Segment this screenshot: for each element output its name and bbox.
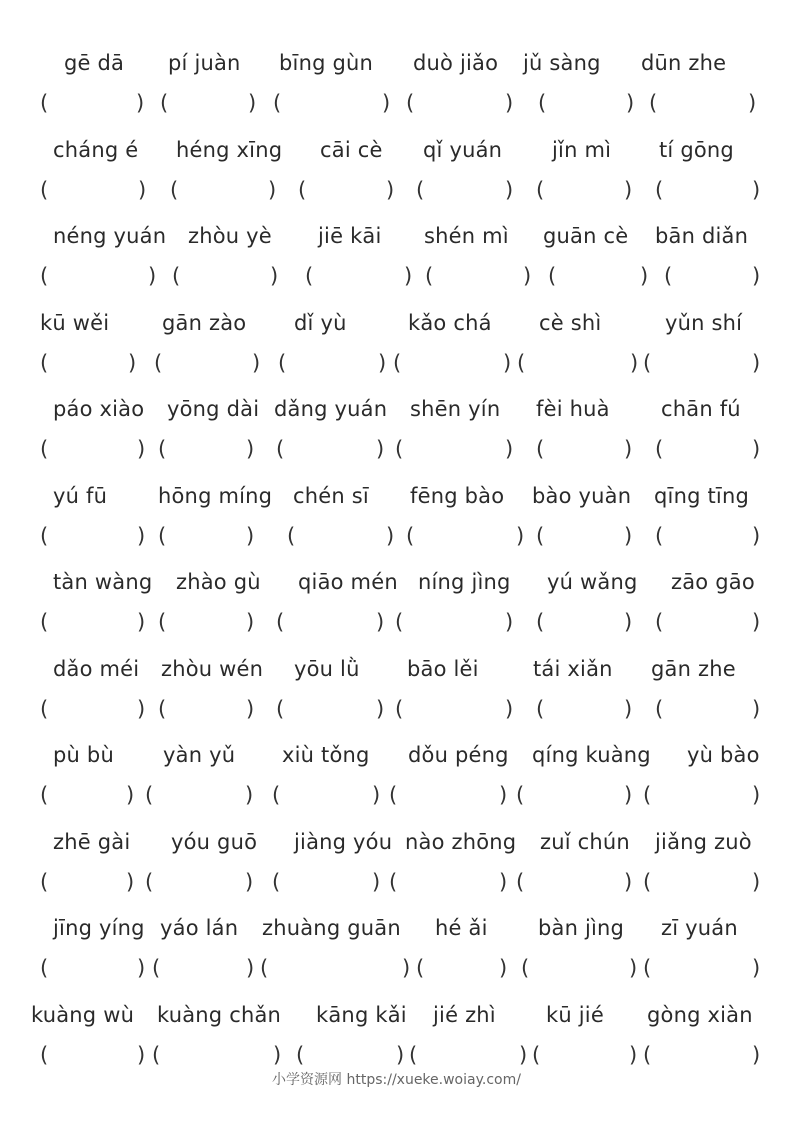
pinyin-word: zī yuán [661, 916, 738, 940]
answer-line [0, 602, 793, 642]
pinyin-word: guān cè [543, 224, 629, 248]
pinyin-word: zāo gāo [671, 570, 755, 594]
answer-paren-close: ) [752, 696, 761, 721]
answer-paren-close: ) [372, 783, 381, 807]
answer-paren-open: ( [158, 696, 167, 721]
pinyin-line [0, 735, 793, 775]
answer-line [0, 862, 793, 902]
pinyin-word: bāo lěi [407, 656, 479, 681]
answer-line [0, 775, 793, 815]
answer-paren-open: ( [40, 264, 49, 288]
pinyin-word: zhē gài [53, 829, 131, 854]
answer-paren-close: ) [624, 177, 633, 202]
answer-paren-close: ) [624, 437, 633, 461]
pinyin-word: zhào gù [176, 570, 261, 594]
pinyin-word: qíng kuàng [532, 743, 651, 767]
answer-paren-open: ( [517, 350, 526, 375]
pinyin-word: tàn wàng [53, 570, 153, 594]
answer-line [0, 948, 793, 988]
pinyin-word: zhòu wén [161, 656, 264, 681]
answer-paren-close: ) [505, 437, 514, 461]
answer-paren-close: ) [505, 610, 514, 634]
answer-paren-close: ) [386, 177, 395, 202]
answer-paren-close: ) [624, 610, 633, 634]
answer-paren-open: ( [276, 696, 285, 721]
answer-paren-close: ) [382, 91, 391, 115]
answer-paren-close: ) [499, 956, 508, 980]
pinyin-word: dūn zhe [641, 51, 727, 75]
answer-paren-close: ) [148, 264, 157, 288]
answer-paren-open: ( [655, 177, 664, 202]
answer-paren-open: ( [276, 437, 285, 461]
answer-paren-close: ) [752, 523, 761, 548]
answer-paren-close: ) [499, 869, 508, 894]
pinyin-word: dǒu péng [408, 743, 509, 767]
pinyin-word: jǔ sàng [523, 51, 601, 75]
answer-paren-open: ( [276, 610, 285, 634]
exercise-row [0, 303, 793, 389]
answer-paren-close: ) [752, 350, 761, 375]
answer-line [0, 429, 793, 469]
pinyin-word: jīng yíng [53, 916, 145, 940]
pinyin-word: zhòu yè [188, 224, 272, 248]
pinyin-line [0, 649, 793, 689]
answer-paren-close: ) [624, 523, 633, 548]
pinyin-word: chān fú [661, 397, 741, 421]
exercise-row [0, 216, 793, 302]
answer-paren-close: ) [372, 869, 381, 894]
pinyin-word: zuǐ chún [540, 829, 630, 854]
answer-paren-close: ) [246, 523, 255, 548]
answer-paren-open: ( [305, 264, 314, 288]
pinyin-word: bīng gùn [279, 51, 374, 75]
answer-paren-close: ) [126, 869, 135, 894]
pinyin-word: tái xiǎn [533, 656, 613, 681]
answer-paren-open: ( [655, 696, 664, 721]
pinyin-word: xiù tǒng [282, 743, 370, 767]
answer-paren-open: ( [425, 264, 434, 288]
exercise-row [0, 562, 793, 648]
answer-paren-open: ( [145, 783, 154, 807]
answer-paren-close: ) [402, 956, 411, 980]
pinyin-word: shēn yín [410, 397, 501, 421]
answer-paren-close: ) [523, 264, 532, 288]
answer-paren-close: ) [752, 437, 761, 461]
pinyin-word: qiāo mén [298, 570, 398, 594]
answer-paren-open: ( [40, 869, 49, 894]
exercise-row [0, 735, 793, 821]
answer-paren-open: ( [536, 610, 545, 634]
pinyin-line [0, 303, 793, 343]
answer-paren-close: ) [252, 350, 261, 375]
pinyin-word: bàn jìng [538, 916, 625, 940]
pinyin-word: kū jié [546, 1002, 604, 1027]
answer-paren-open: ( [172, 264, 181, 288]
answer-paren-close: ) [137, 610, 146, 634]
answer-paren-close: ) [624, 696, 633, 721]
answer-paren-open: ( [395, 696, 404, 721]
answer-paren-close: ) [499, 783, 508, 807]
exercise-row [0, 43, 793, 129]
answer-paren-open: ( [664, 264, 673, 288]
pinyin-line [0, 130, 793, 170]
answer-paren-close: ) [748, 91, 757, 115]
answer-paren-close: ) [138, 177, 147, 202]
answer-paren-close: ) [640, 264, 649, 288]
answer-paren-open: ( [643, 783, 652, 807]
pinyin-word: néng yuán [53, 224, 167, 248]
answer-paren-open: ( [260, 956, 269, 980]
answer-paren-open: ( [160, 91, 169, 115]
pinyin-line [0, 995, 793, 1035]
pinyin-word: pí juàn [168, 51, 241, 75]
answer-paren-close: ) [624, 869, 633, 894]
answer-paren-close: ) [378, 350, 387, 375]
exercise-row [0, 649, 793, 735]
answer-paren-close: ) [752, 177, 761, 202]
pinyin-word: páo xiào [53, 397, 145, 421]
answer-paren-close: ) [246, 696, 255, 721]
pinyin-word: zhuàng guān [262, 916, 401, 940]
answer-paren-open: ( [395, 437, 404, 461]
exercise-row [0, 389, 793, 475]
answer-paren-open: ( [152, 1042, 161, 1067]
pinyin-word: pù bù [53, 743, 114, 767]
answer-paren-close: ) [626, 91, 635, 115]
pinyin-word: cháng é [53, 137, 139, 162]
pinyin-word: bào yuàn [532, 483, 632, 508]
answer-paren-open: ( [395, 610, 404, 634]
pinyin-word: yú fū [53, 483, 108, 508]
answer-paren-close: ) [752, 783, 761, 807]
answer-paren-open: ( [521, 956, 530, 980]
pinyin-line [0, 389, 793, 429]
pinyin-word: hé ǎi [435, 916, 488, 940]
answer-line [0, 343, 793, 383]
pinyin-word: bān diǎn [655, 224, 749, 248]
answer-paren-open: ( [516, 783, 525, 807]
answer-paren-open: ( [516, 869, 525, 894]
answer-paren-open: ( [296, 1042, 305, 1067]
pinyin-word: cè shì [539, 310, 602, 335]
exercise-row [0, 908, 793, 994]
answer-paren-open: ( [273, 91, 282, 115]
answer-paren-open: ( [406, 523, 415, 548]
answer-paren-close: ) [137, 523, 146, 548]
answer-paren-close: ) [396, 1042, 405, 1067]
answer-paren-close: ) [505, 91, 514, 115]
answer-paren-close: ) [246, 956, 255, 980]
pinyin-word: yōu lǜ [294, 656, 360, 681]
pinyin-word: duò jiǎo [413, 51, 499, 75]
pinyin-word: kǎo chá [408, 310, 492, 335]
answer-paren-close: ) [137, 1042, 146, 1067]
answer-paren-open: ( [272, 869, 281, 894]
answer-paren-open: ( [152, 956, 161, 980]
pinyin-word: nào zhōng [405, 829, 517, 854]
answer-paren-open: ( [416, 177, 425, 202]
pinyin-word: kuàng wù [31, 1002, 135, 1027]
answer-paren-close: ) [137, 696, 146, 721]
answer-paren-open: ( [536, 437, 545, 461]
answer-paren-open: ( [536, 177, 545, 202]
answer-paren-open: ( [389, 869, 398, 894]
answer-paren-close: ) [128, 350, 137, 375]
pinyin-word: shén mì [424, 224, 509, 248]
pinyin-line [0, 562, 793, 602]
pinyin-word: kuàng chǎn [157, 1002, 282, 1027]
pinyin-word: gān zhe [651, 656, 736, 681]
answer-paren-open: ( [145, 869, 154, 894]
pinyin-word: jié zhì [433, 1002, 496, 1027]
answer-paren-open: ( [643, 350, 652, 375]
answer-paren-close: ) [752, 956, 761, 980]
answer-paren-close: ) [376, 696, 385, 721]
answer-paren-close: ) [268, 177, 277, 202]
answer-paren-open: ( [298, 177, 307, 202]
pinyin-line [0, 822, 793, 862]
answer-paren-close: ) [136, 91, 145, 115]
answer-paren-close: ) [270, 264, 279, 288]
exercise-row [0, 130, 793, 216]
answer-paren-close: ) [126, 783, 135, 807]
answer-paren-open: ( [548, 264, 557, 288]
pinyin-word: cāi cè [320, 137, 383, 162]
pinyin-word: jiàng yóu [294, 829, 393, 854]
answer-paren-close: ) [246, 437, 255, 461]
answer-paren-open: ( [406, 91, 415, 115]
answer-paren-open: ( [158, 437, 167, 461]
footer-watermark: 小学资源网 https://xueke.woiay.com/ [272, 1072, 521, 1088]
pinyin-word: yàn yǔ [163, 743, 236, 767]
answer-paren-open: ( [655, 610, 664, 634]
answer-paren-open: ( [40, 696, 49, 721]
answer-paren-close: ) [137, 956, 146, 980]
answer-paren-open: ( [643, 1042, 652, 1067]
answer-paren-open: ( [158, 523, 167, 548]
answer-paren-open: ( [538, 91, 547, 115]
answer-paren-close: ) [248, 91, 257, 115]
answer-paren-close: ) [137, 437, 146, 461]
answer-paren-open: ( [278, 350, 287, 375]
pinyin-word: gòng xiàn [647, 1002, 753, 1027]
pinyin-word: dǎng yuán [274, 397, 388, 421]
answer-paren-close: ) [752, 1042, 761, 1067]
answer-paren-close: ) [503, 350, 512, 375]
answer-paren-close: ) [376, 437, 385, 461]
answer-paren-open: ( [40, 610, 49, 634]
answer-paren-close: ) [629, 956, 638, 980]
pinyin-line [0, 216, 793, 256]
pinyin-line [0, 43, 793, 83]
pinyin-word: yáo lán [160, 916, 239, 940]
pinyin-word: hōng míng [158, 483, 273, 508]
pinyin-word: dǐ yù [294, 310, 347, 335]
answer-line [0, 516, 793, 556]
answer-paren-close: ) [245, 783, 254, 807]
pinyin-line [0, 908, 793, 948]
pinyin-word: chén sī [293, 483, 369, 508]
answer-paren-close: ) [629, 1042, 638, 1067]
answer-paren-open: ( [40, 523, 49, 548]
pinyin-word: kū wěi [40, 310, 110, 335]
pinyin-word: fēng bào [410, 483, 505, 508]
answer-line [0, 83, 793, 123]
answer-paren-close: ) [516, 523, 525, 548]
answer-paren-close: ) [630, 350, 639, 375]
answer-paren-open: ( [536, 696, 545, 721]
pinyin-word: níng jìng [418, 570, 511, 594]
answer-paren-close: ) [519, 1042, 528, 1067]
pinyin-word: qīng tīng [654, 483, 749, 508]
answer-paren-close: ) [386, 523, 395, 548]
pinyin-word: jǐn mì [552, 137, 612, 162]
answer-paren-close: ) [376, 610, 385, 634]
answer-paren-open: ( [643, 869, 652, 894]
answer-paren-open: ( [40, 1042, 49, 1067]
answer-paren-open: ( [389, 783, 398, 807]
pinyin-word: gān zào [162, 310, 247, 335]
answer-paren-open: ( [416, 956, 425, 980]
answer-paren-open: ( [287, 523, 296, 548]
answer-paren-close: ) [505, 696, 514, 721]
pinyin-word: yōng dài [167, 397, 260, 421]
answer-paren-close: ) [752, 610, 761, 634]
answer-paren-open: ( [393, 350, 402, 375]
answer-line [0, 256, 793, 296]
pinyin-word: gē dā [64, 51, 125, 75]
answer-paren-open: ( [154, 350, 163, 375]
answer-paren-open: ( [655, 523, 664, 548]
answer-paren-open: ( [643, 956, 652, 980]
answer-paren-open: ( [40, 350, 49, 375]
pinyin-word: jiǎng zuò [655, 829, 752, 854]
answer-paren-close: ) [245, 869, 254, 894]
answer-paren-close: ) [246, 610, 255, 634]
answer-paren-close: ) [404, 264, 413, 288]
pinyin-word: yú wǎng [547, 570, 638, 594]
answer-paren-open: ( [536, 523, 545, 548]
answer-paren-close: ) [752, 869, 761, 894]
answer-paren-open: ( [40, 956, 49, 980]
answer-paren-open: ( [170, 177, 179, 202]
answer-paren-open: ( [272, 783, 281, 807]
pinyin-word: yǔn shí [665, 310, 743, 335]
answer-paren-open: ( [655, 437, 664, 461]
answer-paren-close: ) [624, 783, 633, 807]
pinyin-line [0, 476, 793, 516]
exercise-row [0, 822, 793, 908]
answer-paren-close: ) [505, 177, 514, 202]
answer-paren-open: ( [649, 91, 658, 115]
pinyin-word: tí gōng [659, 137, 734, 162]
answer-line [0, 689, 793, 729]
answer-paren-open: ( [409, 1042, 418, 1067]
pinyin-word: dǎo méi [53, 656, 140, 681]
answer-paren-close: ) [273, 1042, 282, 1067]
pinyin-word: héng xīng [176, 137, 283, 162]
answer-line [0, 170, 793, 210]
answer-paren-open: ( [532, 1042, 541, 1067]
answer-paren-open: ( [40, 91, 49, 115]
answer-paren-open: ( [40, 783, 49, 807]
pinyin-word: kāng kǎi [316, 1002, 407, 1027]
exercise-row [0, 476, 793, 562]
pinyin-word: yóu guō [171, 829, 258, 854]
pinyin-word: jiē kāi [318, 224, 382, 248]
answer-paren-open: ( [40, 437, 49, 461]
answer-paren-open: ( [158, 610, 167, 634]
answer-paren-close: ) [752, 264, 761, 288]
pinyin-word: fèi huà [536, 397, 610, 421]
answer-paren-open: ( [40, 177, 49, 202]
pinyin-word: qǐ yuán [423, 137, 503, 162]
pinyin-word: yù bào [687, 743, 760, 767]
